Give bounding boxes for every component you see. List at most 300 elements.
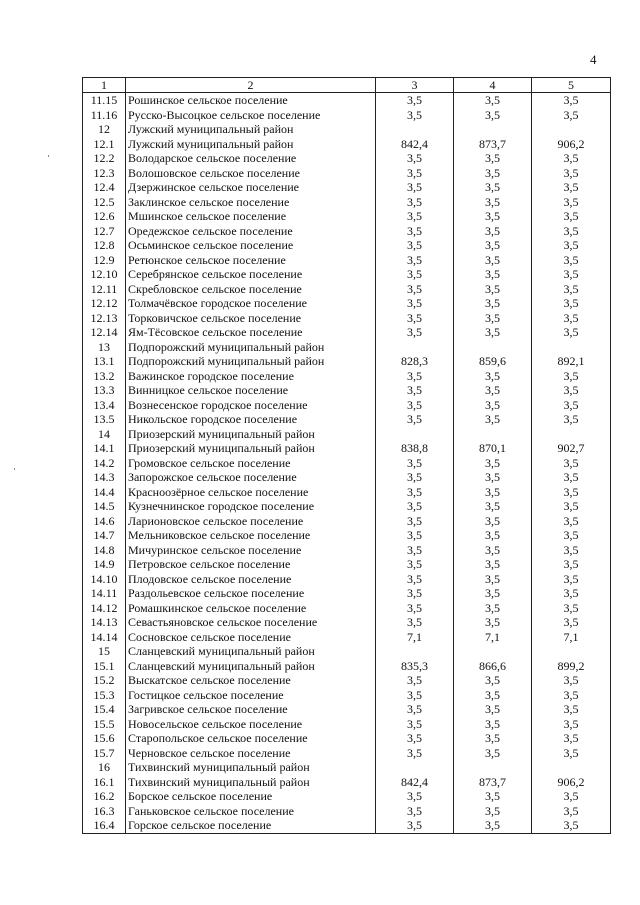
name-cell: Ганьковское сельское поселение: [126, 804, 376, 819]
value-col-4-cell: 3,5: [454, 557, 532, 572]
value-col-3-cell: 3,5: [376, 108, 454, 123]
value-col-4-cell: 3,5: [454, 514, 532, 529]
value-col-3-cell: 3,5: [376, 383, 454, 398]
value-col-5-cell: 3,5: [532, 804, 611, 819]
row-number-cell: 12.5: [83, 195, 126, 210]
header-col-3: 3: [376, 78, 454, 93]
value-col-3-cell: [376, 340, 454, 355]
value-col-4-cell: 870,1: [454, 441, 532, 456]
value-col-3-cell: 3,5: [376, 180, 454, 195]
value-col-4-cell: 3,5: [454, 673, 532, 688]
table-row: [83, 717, 611, 732]
value-col-5-cell: 3,5: [532, 108, 611, 123]
table-row: [83, 775, 611, 790]
table-row: [83, 224, 611, 239]
value-col-5-cell: 3,5: [532, 499, 611, 514]
row-number-cell: 14.7: [83, 528, 126, 543]
row-number-cell: 14.11: [83, 586, 126, 601]
value-col-3-cell: 3,5: [376, 746, 454, 761]
value-col-3-cell: [376, 760, 454, 775]
value-col-4-cell: 873,7: [454, 137, 532, 152]
table-row: [83, 572, 611, 587]
value-col-4-cell: 3,5: [454, 267, 532, 282]
name-cell: Подпорожский муниципальный район: [126, 340, 376, 355]
row-number-cell: 12.12: [83, 296, 126, 311]
name-cell: Скребловское сельское поселение: [126, 282, 376, 297]
table-row: [83, 383, 611, 398]
name-cell: Ретюнское сельское поселение: [126, 253, 376, 268]
value-col-4-cell: 3,5: [454, 325, 532, 340]
value-col-3-cell: 3,5: [376, 731, 454, 746]
name-cell: Русско-Высоцкое сельское поселение: [126, 108, 376, 123]
table-row: [83, 456, 611, 471]
row-number-cell: 13.5: [83, 412, 126, 427]
value-col-5-cell: 3,5: [532, 615, 611, 630]
name-cell: Ларионовское сельское поселение: [126, 514, 376, 529]
row-number-cell: 13: [83, 340, 126, 355]
table-row: [83, 427, 611, 442]
value-col-5-cell: 3,5: [532, 485, 611, 500]
table-row: [83, 151, 611, 166]
value-col-5-cell: 3,5: [532, 224, 611, 239]
table-row: [83, 514, 611, 529]
row-number-cell: 12.9: [83, 253, 126, 268]
row-number-cell: 14.5: [83, 499, 126, 514]
name-cell: Плодовское сельское поселение: [126, 572, 376, 587]
value-col-3-cell: 3,5: [376, 702, 454, 717]
table-row: [83, 180, 611, 195]
value-col-5-cell: 3,5: [532, 601, 611, 616]
value-col-4-cell: [454, 644, 532, 659]
name-cell: Выскатское сельское поселение: [126, 673, 376, 688]
name-cell: Новосельское сельское поселение: [126, 717, 376, 732]
value-col-3-cell: 3,5: [376, 253, 454, 268]
value-col-4-cell: 3,5: [454, 543, 532, 558]
table-header-row: [83, 78, 611, 93]
value-col-5-cell: 3,5: [532, 296, 611, 311]
value-col-3-cell: 3,5: [376, 543, 454, 558]
value-col-3-cell: 835,3: [376, 659, 454, 674]
value-col-5-cell: 3,5: [532, 238, 611, 253]
table-body: [83, 78, 611, 834]
table-row: [83, 543, 611, 558]
row-number-cell: 13.3: [83, 383, 126, 398]
value-col-5-cell: [532, 122, 611, 137]
value-col-3-cell: 842,4: [376, 137, 454, 152]
value-col-3-cell: 3,5: [376, 282, 454, 297]
value-col-5-cell: 892,1: [532, 354, 611, 369]
value-col-4-cell: 3,5: [454, 209, 532, 224]
name-cell: Никольское городское поселение: [126, 412, 376, 427]
value-col-3-cell: 3,5: [376, 369, 454, 384]
table-row: [83, 93, 611, 108]
value-col-4-cell: 3,5: [454, 789, 532, 804]
name-cell: Мичуринское сельское поселение: [126, 543, 376, 558]
table-row: [83, 340, 611, 355]
name-cell: Ромашкинское сельское поселение: [126, 601, 376, 616]
value-col-5-cell: 3,5: [532, 470, 611, 485]
value-col-5-cell: 7,1: [532, 630, 611, 645]
value-col-4-cell: 3,5: [454, 108, 532, 123]
row-number-cell: 15.1: [83, 659, 126, 674]
value-col-4-cell: 3,5: [454, 238, 532, 253]
value-col-5-cell: 3,5: [532, 818, 611, 833]
value-col-4-cell: 3,5: [454, 499, 532, 514]
value-col-4-cell: 3,5: [454, 296, 532, 311]
value-col-5-cell: 3,5: [532, 702, 611, 717]
row-number-cell: 14.3: [83, 470, 126, 485]
value-col-3-cell: 3,5: [376, 456, 454, 471]
value-col-3-cell: 3,5: [376, 470, 454, 485]
table-row: [83, 746, 611, 761]
row-number-cell: 14.6: [83, 514, 126, 529]
table-row: [83, 688, 611, 703]
name-cell: Сланцевский муниципальный район: [126, 644, 376, 659]
value-col-3-cell: 3,5: [376, 557, 454, 572]
row-number-cell: 13.4: [83, 398, 126, 413]
value-col-4-cell: 3,5: [454, 702, 532, 717]
table-row: [83, 122, 611, 137]
row-number-cell: 14: [83, 427, 126, 442]
name-cell: Торковичское сельское поселение: [126, 311, 376, 326]
value-col-3-cell: 3,5: [376, 615, 454, 630]
value-col-5-cell: 3,5: [532, 369, 611, 384]
value-col-4-cell: 3,5: [454, 93, 532, 108]
value-col-4-cell: 3,5: [454, 470, 532, 485]
row-number-cell: 12.1: [83, 137, 126, 152]
table-row: [83, 702, 611, 717]
table-row: [83, 673, 611, 688]
table-row: [83, 195, 611, 210]
row-number-cell: 12.10: [83, 267, 126, 282]
value-col-4-cell: 3,5: [454, 615, 532, 630]
value-col-5-cell: 3,5: [532, 514, 611, 529]
value-col-3-cell: 828,3: [376, 354, 454, 369]
table-row: [83, 311, 611, 326]
value-col-4-cell: 3,5: [454, 818, 532, 833]
row-number-cell: 14.4: [83, 485, 126, 500]
value-col-4-cell: 3,5: [454, 311, 532, 326]
value-col-5-cell: 3,5: [532, 151, 611, 166]
value-col-3-cell: 3,5: [376, 514, 454, 529]
row-number-cell: 16.1: [83, 775, 126, 790]
value-col-5-cell: 3,5: [532, 166, 611, 181]
name-cell: Волошовское сельское поселение: [126, 166, 376, 181]
name-cell: Тихвинский муниципальный район: [126, 775, 376, 790]
value-col-3-cell: 3,5: [376, 485, 454, 500]
value-col-5-cell: 3,5: [532, 325, 611, 340]
value-col-5-cell: 3,5: [532, 688, 611, 703]
row-number-cell: 12.3: [83, 166, 126, 181]
row-number-cell: 15.5: [83, 717, 126, 732]
value-col-3-cell: 3,5: [376, 238, 454, 253]
value-col-3-cell: 3,5: [376, 601, 454, 616]
table-row: [83, 818, 611, 833]
value-col-4-cell: 3,5: [454, 688, 532, 703]
value-col-5-cell: 899,2: [532, 659, 611, 674]
scan-artifact-mark: [14, 468, 15, 470]
value-col-4-cell: 3,5: [454, 485, 532, 500]
value-col-4-cell: 873,7: [454, 775, 532, 790]
value-col-3-cell: 3,5: [376, 151, 454, 166]
table-row: [83, 412, 611, 427]
value-col-5-cell: [532, 760, 611, 775]
value-col-5-cell: [532, 644, 611, 659]
row-number-cell: 15.7: [83, 746, 126, 761]
row-number-cell: 14.1: [83, 441, 126, 456]
table-row: [83, 296, 611, 311]
value-col-3-cell: 842,4: [376, 775, 454, 790]
name-cell: Заклинское сельское поселение: [126, 195, 376, 210]
name-cell: Оредежское сельское поселение: [126, 224, 376, 239]
row-number-cell: 12.8: [83, 238, 126, 253]
name-cell: Петровское сельское поселение: [126, 557, 376, 572]
value-col-5-cell: 906,2: [532, 775, 611, 790]
row-number-cell: 15.6: [83, 731, 126, 746]
table-row: [83, 282, 611, 297]
value-col-4-cell: 866,6: [454, 659, 532, 674]
value-col-4-cell: 859,6: [454, 354, 532, 369]
value-col-4-cell: 7,1: [454, 630, 532, 645]
table-row: [83, 485, 611, 500]
value-col-3-cell: 3,5: [376, 688, 454, 703]
table-row: [83, 238, 611, 253]
name-cell: Сосновское сельское поселение: [126, 630, 376, 645]
row-number-cell: 16.3: [83, 804, 126, 819]
value-col-4-cell: 3,5: [454, 398, 532, 413]
row-number-cell: 15.4: [83, 702, 126, 717]
name-cell: Винницкое сельское поселение: [126, 383, 376, 398]
row-number-cell: 13.1: [83, 354, 126, 369]
table-row: [83, 137, 611, 152]
value-col-3-cell: 3,5: [376, 412, 454, 427]
value-col-3-cell: [376, 427, 454, 442]
name-cell: Вознесенское городское поселение: [126, 398, 376, 413]
name-cell: Старопольское сельское поселение: [126, 731, 376, 746]
value-col-3-cell: 3,5: [376, 195, 454, 210]
table-row: [83, 760, 611, 775]
value-col-5-cell: 3,5: [532, 253, 611, 268]
table-row: [83, 601, 611, 616]
name-cell: Громовское сельское поселение: [126, 456, 376, 471]
value-col-3-cell: 3,5: [376, 325, 454, 340]
value-col-3-cell: 3,5: [376, 398, 454, 413]
value-col-3-cell: 3,5: [376, 209, 454, 224]
value-col-5-cell: 3,5: [532, 673, 611, 688]
row-number-cell: 14.10: [83, 572, 126, 587]
table-row: [83, 354, 611, 369]
name-cell: Борское сельское поселение: [126, 789, 376, 804]
value-col-3-cell: 3,5: [376, 499, 454, 514]
name-cell: Мшинское сельское поселение: [126, 209, 376, 224]
value-col-4-cell: 3,5: [454, 166, 532, 181]
value-col-5-cell: 3,5: [532, 717, 611, 732]
value-col-5-cell: 3,5: [532, 93, 611, 108]
value-col-3-cell: 3,5: [376, 93, 454, 108]
value-col-5-cell: [532, 340, 611, 355]
value-col-4-cell: 3,5: [454, 717, 532, 732]
value-col-4-cell: 3,5: [454, 746, 532, 761]
value-col-3-cell: 3,5: [376, 296, 454, 311]
row-number-cell: 13.2: [83, 369, 126, 384]
value-col-4-cell: 3,5: [454, 528, 532, 543]
row-number-cell: 15.2: [83, 673, 126, 688]
value-col-3-cell: 3,5: [376, 267, 454, 282]
table-row: [83, 441, 611, 456]
name-cell: Гостицкое сельское поселение: [126, 688, 376, 703]
value-col-3-cell: 7,1: [376, 630, 454, 645]
value-col-4-cell: 3,5: [454, 456, 532, 471]
value-col-5-cell: 3,5: [532, 209, 611, 224]
value-col-4-cell: [454, 427, 532, 442]
row-number-cell: 16: [83, 760, 126, 775]
row-number-cell: 14.9: [83, 557, 126, 572]
table-row: [83, 557, 611, 572]
value-col-5-cell: 3,5: [532, 180, 611, 195]
value-col-3-cell: 3,5: [376, 818, 454, 833]
value-col-4-cell: 3,5: [454, 383, 532, 398]
row-number-cell: 12.6: [83, 209, 126, 224]
value-col-4-cell: 3,5: [454, 572, 532, 587]
table-row: [83, 108, 611, 123]
name-cell: Горское сельское поселение: [126, 818, 376, 833]
row-number-cell: 16.4: [83, 818, 126, 833]
value-col-5-cell: 3,5: [532, 572, 611, 587]
name-cell: Важинское городское поселение: [126, 369, 376, 384]
value-col-5-cell: 3,5: [532, 789, 611, 804]
row-number-cell: 12.7: [83, 224, 126, 239]
table-row: [83, 586, 611, 601]
row-number-cell: 12: [83, 122, 126, 137]
row-number-cell: 14.2: [83, 456, 126, 471]
value-col-4-cell: 3,5: [454, 253, 532, 268]
value-col-3-cell: [376, 644, 454, 659]
value-col-4-cell: [454, 760, 532, 775]
table-row: [83, 398, 611, 413]
name-cell: Загривское сельское поселение: [126, 702, 376, 717]
table-row: [83, 267, 611, 282]
value-col-5-cell: 906,2: [532, 137, 611, 152]
row-number-cell: 12.2: [83, 151, 126, 166]
name-cell: Севастьяновское сельское поселение: [126, 615, 376, 630]
value-col-3-cell: 3,5: [376, 717, 454, 732]
table-row: [83, 499, 611, 514]
value-col-3-cell: 3,5: [376, 166, 454, 181]
value-col-5-cell: 3,5: [532, 398, 611, 413]
name-cell: Рошинское сельское поселение: [126, 93, 376, 108]
value-col-4-cell: [454, 122, 532, 137]
name-cell: Осьминское сельское поселение: [126, 238, 376, 253]
value-col-5-cell: 3,5: [532, 282, 611, 297]
row-number-cell: 15: [83, 644, 126, 659]
table-row: [83, 253, 611, 268]
name-cell: Володарское сельское поселение: [126, 151, 376, 166]
value-col-3-cell: 3,5: [376, 528, 454, 543]
table-row: [83, 325, 611, 340]
table-row: [83, 659, 611, 674]
table-row: [83, 615, 611, 630]
row-number-cell: 16.2: [83, 789, 126, 804]
table-row: [83, 209, 611, 224]
name-cell: Приозерский муниципальный район: [126, 441, 376, 456]
name-cell: Лужский муниципальный район: [126, 137, 376, 152]
value-col-3-cell: 3,5: [376, 804, 454, 819]
name-cell: Ям-Тёсовское сельское поселение: [126, 325, 376, 340]
value-col-5-cell: 3,5: [532, 412, 611, 427]
name-cell: Запорожское сельское поселение: [126, 470, 376, 485]
value-col-5-cell: 3,5: [532, 543, 611, 558]
row-number-cell: 14.13: [83, 615, 126, 630]
row-number-cell: 12.11: [83, 282, 126, 297]
name-cell: Серебрянское сельское поселение: [126, 267, 376, 282]
row-number-cell: 14.8: [83, 543, 126, 558]
value-col-5-cell: 902,7: [532, 441, 611, 456]
value-col-4-cell: 3,5: [454, 180, 532, 195]
header-col-5: 5: [532, 78, 611, 93]
value-col-5-cell: 3,5: [532, 731, 611, 746]
table-row: [83, 630, 611, 645]
value-col-5-cell: 3,5: [532, 267, 611, 282]
name-cell: Черновское сельское поселение: [126, 746, 376, 761]
row-number-cell: 12.4: [83, 180, 126, 195]
value-col-5-cell: 3,5: [532, 746, 611, 761]
name-cell: Лужский муниципальный район: [126, 122, 376, 137]
value-col-4-cell: 3,5: [454, 195, 532, 210]
name-cell: Приозерский муниципальный район: [126, 427, 376, 442]
value-col-4-cell: 3,5: [454, 731, 532, 746]
table-row: [83, 470, 611, 485]
table-row: [83, 731, 611, 746]
value-col-4-cell: 3,5: [454, 224, 532, 239]
value-col-4-cell: 3,5: [454, 412, 532, 427]
allocation-table: [82, 77, 611, 834]
value-col-3-cell: 3,5: [376, 789, 454, 804]
name-cell: Кузнечнинское городское поселение: [126, 499, 376, 514]
table-row: [83, 528, 611, 543]
header-col-2: 2: [126, 78, 376, 93]
value-col-3-cell: 3,5: [376, 572, 454, 587]
value-col-3-cell: 3,5: [376, 224, 454, 239]
header-col-1: 1: [83, 78, 126, 93]
scan-artifact-mark: [48, 155, 49, 157]
table-row: [83, 789, 611, 804]
name-cell: Мельниковское сельское поселение: [126, 528, 376, 543]
value-col-5-cell: 3,5: [532, 195, 611, 210]
value-col-5-cell: 3,5: [532, 557, 611, 572]
value-col-3-cell: 3,5: [376, 673, 454, 688]
row-number-cell: 14.12: [83, 601, 126, 616]
name-cell: Раздольевское сельское поселение: [126, 586, 376, 601]
value-col-3-cell: 3,5: [376, 311, 454, 326]
row-number-cell: 15.3: [83, 688, 126, 703]
value-col-5-cell: [532, 427, 611, 442]
value-col-4-cell: 3,5: [454, 586, 532, 601]
table-row: [83, 804, 611, 819]
value-col-5-cell: 3,5: [532, 528, 611, 543]
row-number-cell: 12.14: [83, 325, 126, 340]
value-col-4-cell: 3,5: [454, 804, 532, 819]
row-number-cell: 11.16: [83, 108, 126, 123]
row-number-cell: 14.14: [83, 630, 126, 645]
value-col-3-cell: 838,8: [376, 441, 454, 456]
table-row: [83, 644, 611, 659]
value-col-5-cell: 3,5: [532, 383, 611, 398]
value-col-5-cell: 3,5: [532, 586, 611, 601]
value-col-4-cell: 3,5: [454, 369, 532, 384]
value-col-3-cell: [376, 122, 454, 137]
table-row: [83, 166, 611, 181]
value-col-5-cell: 3,5: [532, 456, 611, 471]
